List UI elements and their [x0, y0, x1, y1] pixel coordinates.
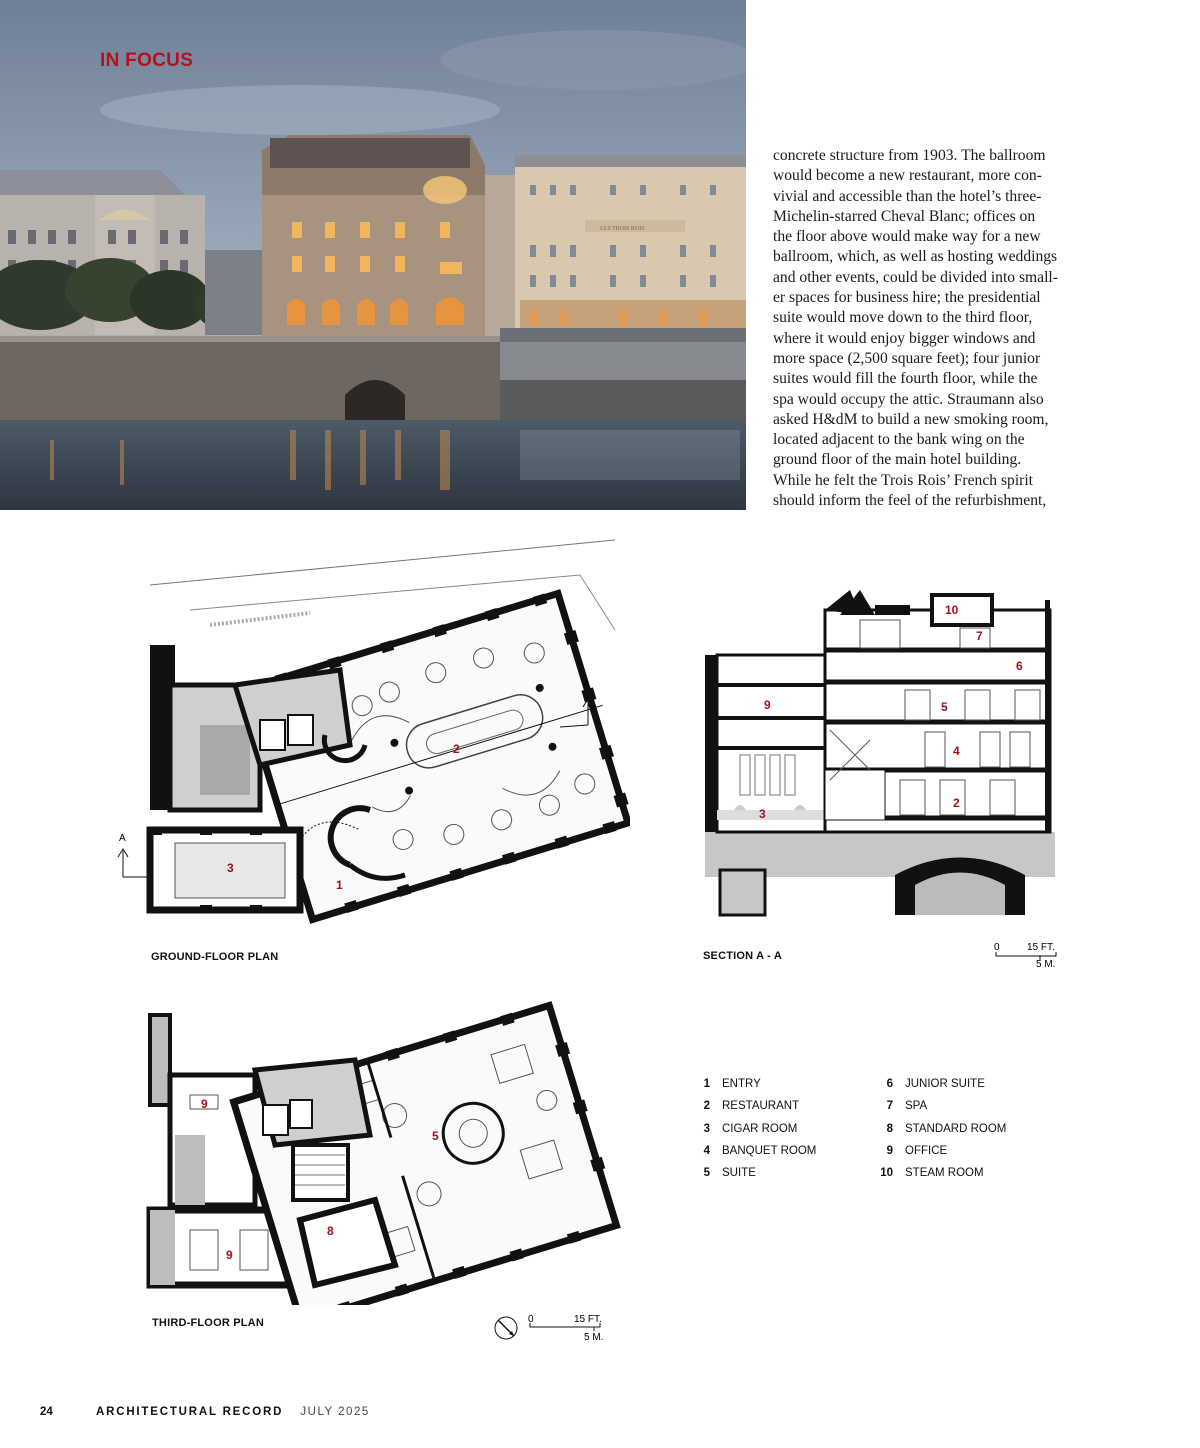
page-number: 24: [40, 1406, 53, 1418]
room-number: 6: [1016, 659, 1023, 673]
room-number: 9: [201, 1097, 208, 1111]
article-line: asked H&dM to build a new smoking room,: [773, 410, 1049, 428]
scale-feet: 15 FT.: [1027, 942, 1055, 953]
section-marker-a-left: A: [119, 833, 126, 844]
article-line: suite would move down to the third floor,: [773, 309, 1033, 327]
page-footer: [40, 1406, 370, 1418]
room-number: 10: [945, 603, 959, 617]
room-number: 2: [953, 796, 960, 810]
scale-meters: 5 M.: [584, 1332, 604, 1343]
ground-floor-plan-caption: GROUND-FLOOR PLAN: [151, 951, 279, 963]
section-label: IN FOCUS: [100, 50, 194, 71]
third-floor-plan-caption: THIRD-FLOOR PLAN: [152, 1317, 264, 1329]
legend-item: 8 STANDARD ROOM: [886, 1122, 1007, 1135]
article-line: the floor above would make way for a new: [773, 228, 1041, 246]
scale-zero: 0: [528, 1314, 534, 1325]
magazine-name: ARCHITECTURAL RECORD: [96, 1406, 284, 1418]
article-line: would become a new restaurant, more con-: [773, 167, 1042, 185]
room-number: 3: [227, 861, 234, 875]
article-line: where it would enjoy bigger windows and: [773, 329, 1036, 347]
article-line: Michelin-starred Cheval Blanc; offices on: [773, 207, 1036, 225]
article-line: ground floor of the main hotel building.: [773, 451, 1022, 469]
room-number: 9: [764, 698, 771, 712]
room-number: 1: [336, 878, 343, 892]
issue-date: JULY 2025: [300, 1406, 370, 1418]
room-number: 8: [327, 1224, 334, 1238]
article-line: and other events, could be divided into small-: [773, 268, 1058, 286]
third-floor-plan: [145, 995, 625, 1305]
scale-zero: 0: [994, 942, 1000, 953]
legend-item: 2 RESTAURANT: [703, 1100, 800, 1113]
room-number: 9: [226, 1248, 233, 1262]
legend-item: 4 BANQUET ROOM: [703, 1144, 817, 1157]
legend-item: 7 SPA: [886, 1100, 928, 1113]
room-number: 7: [976, 629, 983, 643]
legend-item: 6 JUNIOR SUITE: [886, 1078, 985, 1090]
article-line: more space (2,500 square feet); four junior: [773, 349, 1041, 367]
legend-item: 1 ENTRY: [703, 1078, 761, 1090]
scale-meters: 5 M.: [1036, 959, 1056, 970]
article-line: located adjacent to the bank wing on the: [773, 431, 1025, 449]
room-number: 5: [432, 1129, 439, 1143]
third-floor-scale-bar: [494, 1308, 614, 1344]
room-number: 3: [759, 807, 766, 821]
article-body: [773, 146, 1093, 511]
section-scale-bar: [990, 940, 1070, 972]
article-line: should inform the feel of the refurbishment,: [773, 492, 1047, 510]
room-number: 5: [941, 700, 948, 714]
hotel-sign-text: LES TROIS ROIS: [600, 226, 645, 232]
article-line: ballroom, which, as well as hosting weddings: [773, 248, 1058, 266]
legend-item: 5 SUITE: [703, 1167, 756, 1180]
section-marker-a-right: A: [583, 679, 590, 690]
article-line: spa would occupy the attic. Straumann also: [773, 390, 1044, 408]
article-line: While he felt the Trois Rois’ French spirit: [773, 471, 1034, 489]
article-line: vivial and accessible than the hotel’s three-: [773, 187, 1042, 205]
ground-floor-plan: [110, 535, 630, 925]
section-aa-drawing: [700, 570, 1080, 920]
article-line: er spaces for business hire; the presidential: [773, 289, 1041, 307]
hotel-photo: [0, 0, 746, 510]
room-number: 2: [453, 742, 460, 756]
article-line: suites would fill the fourth floor, while the: [773, 370, 1038, 388]
legend-item: 9 OFFICE: [886, 1144, 948, 1157]
legend-item: 10 STEAM ROOM: [880, 1167, 984, 1180]
legend-item: 3 CIGAR ROOM: [703, 1122, 798, 1135]
article-line: concrete structure from 1903. The ballroom: [773, 147, 1046, 164]
room-number: 4: [953, 744, 960, 758]
scale-feet: 15 FT.: [574, 1314, 602, 1325]
section-aa-caption: SECTION A - A: [703, 950, 782, 962]
